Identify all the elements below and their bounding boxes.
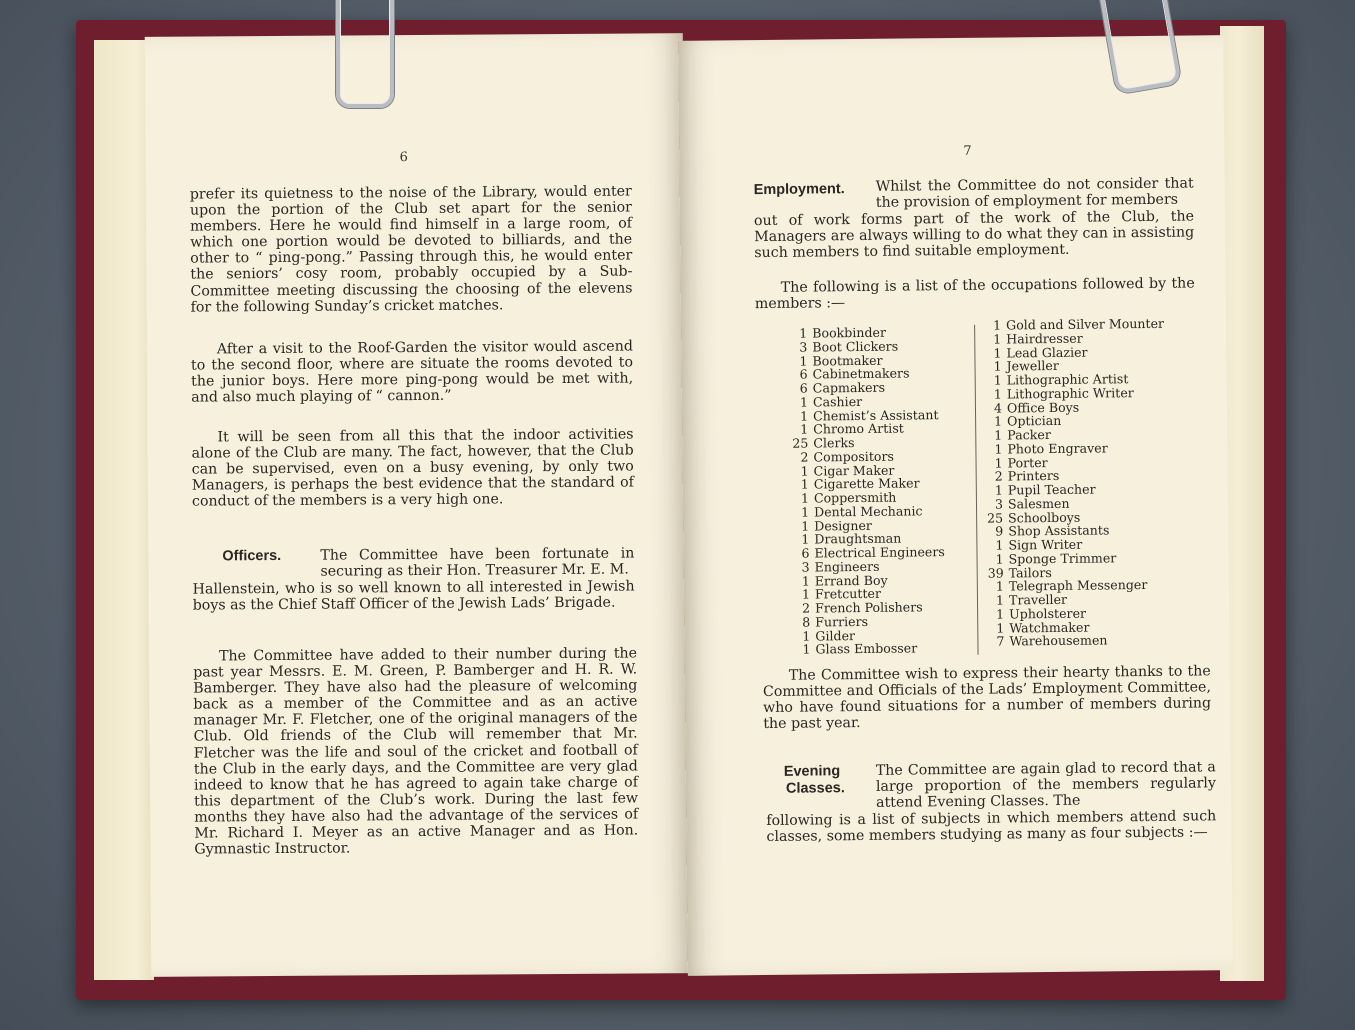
occupation-name: Photo Engraver	[1007, 440, 1108, 457]
occupation-count: 1	[800, 490, 809, 506]
paragraph-library: prefer its quietness to the noise of the Library, would enter upon the portion of the Club set apart for the senior members. Here he would find himself in a large room, of which one portion would be devoted to billiards, and the other to “ ping-pong.” Passing through this, he would enter the seniors’ cosy room, probably occupied by a Sub-Committee meeting discussing the choosing of the elevens for the following Sunday’s cricket matches.	[189, 183, 633, 316]
occupation-count: 1	[993, 317, 1002, 333]
occupation-count: 1	[800, 476, 809, 492]
occupation-count: 1	[996, 619, 1005, 636]
occupation-name: Printers	[1007, 468, 1060, 484]
occupation-count: 1	[802, 641, 811, 657]
occupation-count: 8	[802, 614, 811, 630]
occupation-row	[984, 578, 1167, 594]
occupation-name: Traveller	[1008, 591, 1068, 608]
occupation-name: Chromo Artist	[813, 420, 904, 437]
paragraph-committee-members: The Committee have added to their number during the past year Messrs. E. M. Green, P. Bamberger and H. R. W. Bamberger. They have also had the pleasure of welcoming back as a member of the Committee and as an active manager Mr. F. Fletcher, one of the original managers of the Club. Old friends of the Club will remember that Mr. Fletcher was the life and soul of the cricket and football of the Club in the early days, and the Committee are very glad indeed to know that he has agreed to again take charge of this department of the Club’s work. During the last few months they have also had the advantage of the services of Mr. Richard I. Meyer as an active Manager and as Hon. Gymnastic Instructor.	[193, 645, 639, 858]
occupation-count: 6	[801, 545, 810, 561]
occupation-name: Draughtsman	[814, 530, 902, 547]
metal-clip-left	[336, 0, 394, 108]
employment-heading: Employment.	[753, 181, 845, 199]
column-divider	[974, 325, 978, 655]
page-number: 7	[963, 143, 972, 159]
occupation-name: Chemist’s Assistant	[812, 406, 939, 423]
occupation-count: 1	[995, 592, 1005, 608]
occupations-intro: The following is a list of the occupations followed by the members :—	[754, 275, 1195, 313]
occupation-name: Pupil Teacher	[1007, 481, 1096, 498]
paragraph-indoor-activities: It will be seen from all this that the indoor activities alone of the Club are many. The fact, however, that the Club can be supervised, even on a busy evening, by only two Managers, is perhaps the best evidence that the standard of conduct of the members is a very high one.	[191, 426, 634, 510]
occupation-name: Lithographic Writer	[1006, 384, 1134, 402]
occupation-name: Glass Embosser	[815, 640, 918, 657]
left-page	[145, 33, 690, 977]
occupation-name: Gold and Silver Mounter	[1006, 315, 1165, 333]
evening-heading-line1: Evening	[783, 763, 841, 780]
occupation-name: Cigar Maker	[813, 462, 895, 478]
occupation-count: 2	[994, 468, 1003, 484]
occupation-name: Boot Clickers	[812, 338, 899, 355]
occupations-column-left	[787, 325, 946, 657]
occupation-count: 39	[987, 564, 1004, 581]
occupation-name: Cigarette Maker	[813, 475, 920, 492]
occupation-name: Warehousemen	[1009, 632, 1108, 649]
occupation-name: Fretcutter	[814, 586, 882, 602]
evening-heading-line2: Classes.	[785, 780, 845, 797]
employment-first-lines: Whilst the Committee do not consider that the provision of employment for members	[875, 175, 1194, 211]
occupation-name: Schoolboys	[1008, 509, 1081, 525]
occupation-name: Jeweller	[1006, 358, 1059, 374]
occupation-name: Clerks	[813, 435, 855, 451]
occupation-name: Electrical Engineers	[814, 544, 945, 561]
occupation-count: 2	[800, 449, 809, 465]
occupation-name: Tailors	[1008, 564, 1052, 580]
occupation-name: Shop Assistants	[1008, 522, 1110, 539]
occupation-name: Compositors	[813, 448, 894, 465]
occupation-name: Designer	[814, 517, 872, 533]
occupation-name: Errand Boy	[814, 572, 888, 588]
occupation-count: 3	[994, 496, 1004, 512]
occupation-row	[790, 641, 945, 656]
occupation-count: 1	[799, 353, 808, 369]
occupation-count: 6	[799, 366, 808, 382]
paragraph-roof-garden: After a visit to the Roof-Garden the visitor would ascend to the second floor, where are situate the rooms devoted to the junior boys. Here more ping-pong would be met with, and also much playing of “ cannon.”	[190, 338, 634, 406]
occupation-name: Office Boys	[1006, 399, 1080, 415]
occupation-count: 1	[799, 408, 809, 424]
occupation-name: Dental Mechanic	[813, 503, 923, 520]
occupation-name: Coppersmith	[813, 489, 897, 506]
officers-heading: Officers.	[222, 547, 282, 565]
occupation-name: Porter	[1007, 454, 1048, 470]
occupation-count: 1	[801, 518, 810, 534]
occupation-name: Sponge Trimmer	[1008, 550, 1117, 567]
occupation-name: Hairdresser	[1006, 330, 1083, 347]
occupation-name: Gilder	[815, 627, 856, 643]
occupation-count: 1	[996, 606, 1005, 622]
occupation-count: 1	[799, 325, 808, 341]
occupation-count: 1	[801, 586, 811, 602]
occupation-name: Cashier	[812, 393, 863, 410]
occupation-count: 1	[994, 413, 1003, 429]
occupation-row	[984, 633, 1167, 649]
occupation-count: 1	[995, 537, 1004, 553]
occupation-name: Salesmen	[1007, 495, 1070, 512]
occupation-count: 6	[799, 380, 808, 396]
occupation-count: 1	[993, 358, 1002, 374]
occupation-name: Packer	[1007, 426, 1051, 443]
occupation-count: 1	[800, 504, 810, 520]
occupation-name: Lead Glazier	[1006, 344, 1088, 360]
occupation-count: 4	[993, 400, 1003, 416]
occupation-count: 1	[993, 345, 1002, 361]
occupation-count: 1	[800, 463, 809, 479]
occupation-count: 1	[799, 394, 808, 410]
occupation-count: 1	[993, 331, 1002, 347]
occupation-count: 2	[801, 600, 811, 616]
occupation-name: Upholsterer	[1009, 605, 1087, 622]
occupation-count: 1	[800, 421, 809, 437]
occupation-count: 1	[801, 573, 810, 589]
occupation-name: Sign Writer	[1008, 536, 1083, 553]
occupation-count: 25	[987, 510, 1004, 526]
evening-first-lines: The Committee are again glad to record that a large proportion of the members regularly attend Evening Classes. The	[875, 759, 1217, 812]
officers-first-lines: The Committee have been fortunate in securing as their Hon. Treasurer Mr. E. M.	[320, 545, 635, 580]
occupation-name: Cabinetmakers	[812, 365, 910, 382]
occupation-count: 1	[995, 578, 1004, 594]
occupation-name: Engineers	[814, 558, 880, 575]
occupation-count: 1	[993, 386, 1002, 402]
page-number: 6	[399, 150, 408, 166]
occupation-count: 9	[995, 523, 1004, 539]
paragraph-thanks: The Committee wish to express their hearty thanks to the Committee and Officials of the Lads’ Employment Committee, who have found situations for a number of members during the past year.	[762, 663, 1212, 733]
employment-paragraph: out of work forms part of the work of the Club, the Managers are always willing to do what they can in assisting such members to find suitable employment.	[753, 208, 1195, 262]
occupation-name: French Polishers	[814, 599, 923, 616]
right-page	[678, 35, 1233, 976]
occupation-name: Capmakers	[812, 379, 886, 396]
occupation-count: 1	[994, 455, 1003, 471]
occupation-count: 1	[994, 482, 1003, 498]
occupation-name: Optician	[1007, 413, 1062, 429]
occupations-column-right	[981, 317, 1167, 649]
occupation-count: 1	[994, 427, 1003, 443]
occupation-count: 1	[801, 531, 810, 547]
occupation-name: Bootmaker	[812, 352, 883, 368]
occupation-name: Watchmaker	[1009, 619, 1090, 635]
occupation-count: 1	[802, 628, 811, 644]
occupation-count: 3	[801, 559, 810, 575]
occupation-count: 3	[799, 339, 808, 355]
occupation-count: 1	[994, 441, 1003, 457]
occupation-count: 1	[993, 372, 1002, 388]
occupation-name: Bookbinder	[812, 324, 887, 341]
evening-paragraph: following is a list of subjects in which members attend such classes, some members studying as many as four subjects :—	[766, 808, 1217, 846]
occupation-count: 25	[792, 435, 809, 451]
occupation-name: Telegraph Messenger	[1008, 577, 1148, 594]
occupation-count: 1	[995, 551, 1004, 567]
occupation-name: Lithographic Artist	[1006, 371, 1129, 388]
occupation-name: Furriers	[815, 613, 869, 630]
officers-paragraph: Hallenstein, who is so well known to all interested in Jewish boys as the Chief Staff Officer of the Jewish Lads’ Brigade.	[192, 578, 635, 614]
occupation-count: 7	[996, 633, 1005, 649]
